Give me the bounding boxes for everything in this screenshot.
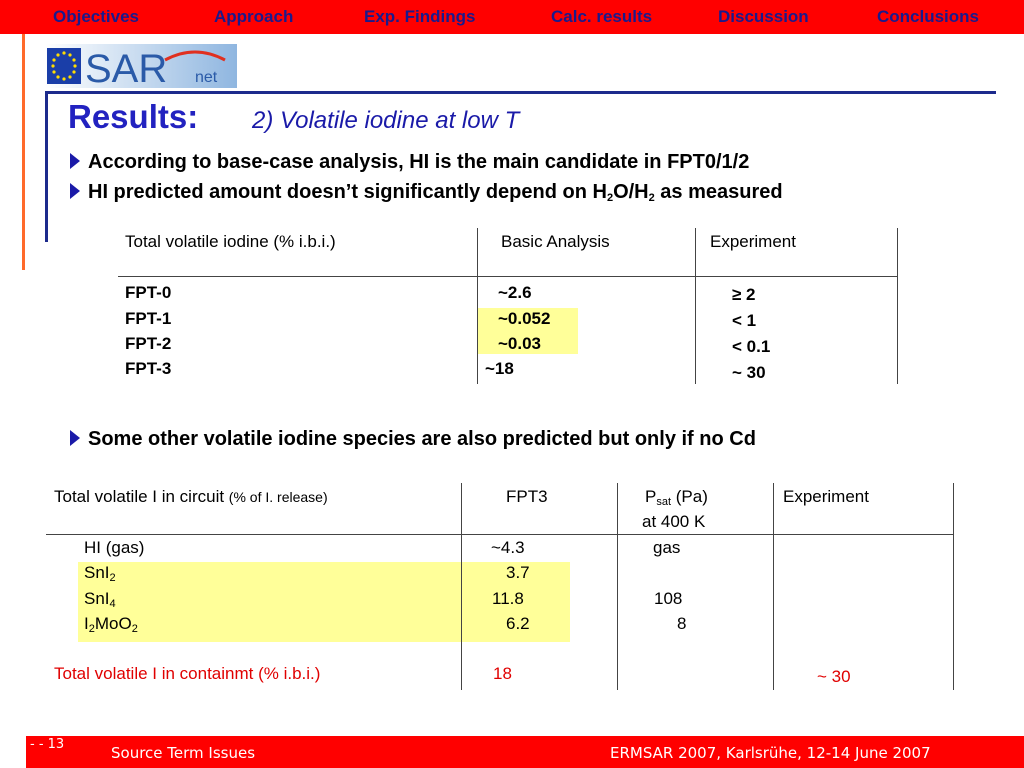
left-accent-line xyxy=(22,34,25,270)
table2-total-exp: ~ 30 xyxy=(817,667,851,686)
nav-calc-results[interactable]: Calc. results xyxy=(551,7,653,26)
nav-approach[interactable]: Approach xyxy=(214,7,294,26)
table1-header-basic: Basic Analysis xyxy=(501,232,610,251)
table-cell: ≥ 2 xyxy=(732,285,756,304)
table-cell: ~0.03 xyxy=(498,334,542,353)
table-cell: 108 xyxy=(654,589,683,608)
table-row: FPT-1 xyxy=(125,309,172,328)
table2-header-fpt3: FPT3 xyxy=(506,487,548,506)
table-cell: ~0.052 xyxy=(498,309,551,328)
bullet-arrow-icon xyxy=(70,430,80,446)
table2-header-experiment: Experiment xyxy=(783,487,869,506)
table-cell: 6.2 xyxy=(506,614,530,633)
svg-text:net: net xyxy=(195,69,218,86)
nav-objectives[interactable]: Objectives xyxy=(53,7,139,26)
sarnet-logo xyxy=(45,44,237,88)
bullet-3: Some other volatile iodine species are also predicted but only if no Cd xyxy=(70,428,756,451)
bullet-1: According to base-case analysis, HI is the main candidate in FPT0/1/2 xyxy=(70,151,749,174)
table2-header-col1: Total volatile I in circuit (% of I. release) xyxy=(54,487,328,506)
footer-right-text: ERMSAR 2007, Karlsrühe, 12-14 June 2007 xyxy=(610,744,931,762)
bullet-2: HI predicted amount doesn’t significantly depend on $H_2O/H_2$ as measured xyxy=(70,181,783,204)
svg-text:SAR: SAR xyxy=(85,47,168,88)
title-divider xyxy=(45,91,996,94)
top-nav-bar xyxy=(0,0,1024,34)
table-row: FPT-0 xyxy=(125,283,172,302)
table1-header-col1: Total volatile iodine (% i.b.i.) xyxy=(125,232,336,251)
table-cell: 11.8 xyxy=(492,589,524,608)
table-cell: 8 xyxy=(677,614,687,633)
nav-conclusions[interactable]: Conclusions xyxy=(877,7,980,26)
table-row: SnI$_4$ xyxy=(84,589,116,610)
bullet-arrow-icon xyxy=(70,153,80,169)
nav-discussion[interactable]: Discussion xyxy=(718,7,809,26)
nav-exp-findings[interactable]: Exp. Findings xyxy=(364,7,476,26)
table-cell: gas xyxy=(653,538,681,557)
table-cell: ~18 xyxy=(485,359,514,378)
table-row: $I_2MoO_2$ xyxy=(84,614,138,635)
table-cell: ~2.6 xyxy=(498,283,532,302)
page-subtitle: 2) Volatile iodine at low T xyxy=(252,107,520,134)
table-cell: ~ 30 xyxy=(732,363,766,382)
table-row: SnI$_2$ xyxy=(84,563,116,584)
table-row: FPT-2 xyxy=(125,334,172,353)
table2-total-label: Total volatile I in containmt (% i.b.i.) xyxy=(54,664,321,683)
table-cell: < 1 xyxy=(732,311,757,330)
table2-total-fpt3: 18 xyxy=(493,664,512,683)
page-number: - - 13 xyxy=(30,737,65,752)
table-row: FPT-3 xyxy=(125,359,172,378)
table1-header-experiment: Experiment xyxy=(710,232,796,251)
table2-header-psat: $P_{sat}$ (Pa) xyxy=(645,487,708,508)
table-cell: < 0.1 xyxy=(732,337,771,356)
table-row: HI (gas) xyxy=(84,538,145,557)
title-vertical-bar xyxy=(45,92,48,242)
table-cell: ~4.3 xyxy=(491,538,525,557)
page-title: Results: xyxy=(68,98,199,135)
bullet-arrow-icon xyxy=(70,183,80,199)
table-cell: 3.7 xyxy=(506,563,530,582)
table2-header-psat-temp: at 400 K xyxy=(642,512,706,531)
footer-left-text: Source Term Issues xyxy=(111,744,256,762)
